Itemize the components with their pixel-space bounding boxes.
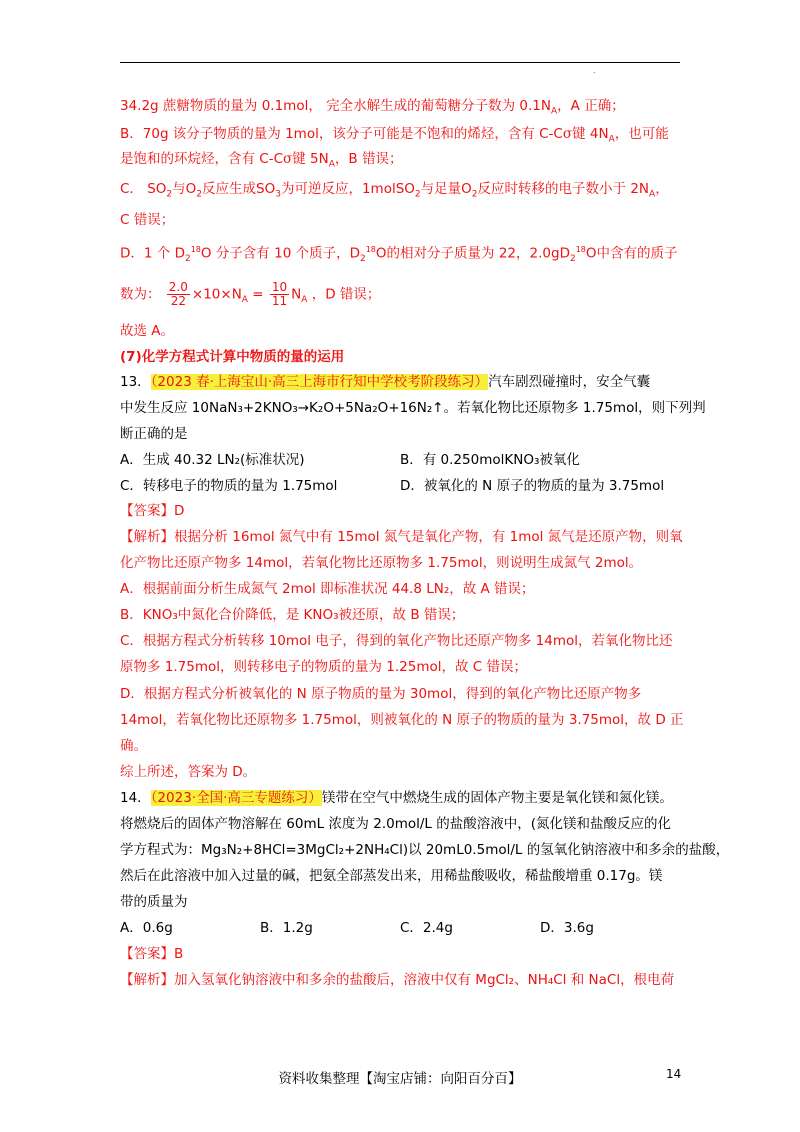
q13-analysis-7: D．根据方程式分析被氧化的 N 原子物质的量为 30mol，得到的氧化产物比还原产物多 — [120, 686, 642, 702]
q14-line-3: 学方程式为：Mg₃N₂+8HCl=3MgCl₂+2NH₄Cl)以 20mL0.5mol/L 的氢氧化钠溶液中和多余的盐酸， — [120, 842, 730, 858]
q14-analysis-1: 【解析】加入氢氧化钠溶液中和多余的盐酸后，溶液中仅有 MgCl₂、NH₄Cl 和 NaCl，根电荷 — [120, 972, 675, 988]
q13-analysis-1: 【解析】根据分析 16mol 氮气中有 15mol 氮气是氧化产物，有 1mol 氮气是还原产物，则氧 — [120, 529, 683, 545]
solution-line-5: C 错误； — [120, 212, 175, 228]
q14-line-2: 将燃烧后的固体产物溶解在 60mL 浓度为 2.0mol/L 的盐酸溶液中，(氮化镁和盐酸反应的化 — [120, 816, 671, 832]
solution-line-4: C． $SO_2$与$O_2$反应生成$SO_3$为可逆反应，1molSO$_2$与足量$O_2$反应时转移的电子数小于 $2N_A$， — [120, 181, 669, 200]
q13-option-c: C．转移电子的物质的量为 1.75mol — [120, 478, 338, 494]
section-title: (7)化学方程式计算中物质的量的运用 — [120, 349, 345, 365]
q13-option-a: A．生成 40.32 LN₂(标准状况) — [120, 452, 305, 468]
solution-line-6: D．1 个 $D_2^{18}O$ 分子含有 10 个质子，$D_2^{18}O$的相对分子质量为 22，$2.0gD_2^{18}O$中含有的质子 — [120, 245, 678, 265]
q13-analysis-9: 确。 — [120, 738, 147, 754]
solution-line-2: B．70g 该分子物质的量为 1mol，该分子可能是不饱和的烯烃，含有 C-Cσ键 $4N_A$，也可能 — [120, 126, 669, 145]
q13-analysis-5: C．根据方程式分析转移 10mol 电子，得到的氧化产物比还原产物多 14mol，若氧化物比还 — [120, 633, 673, 649]
q13-analysis-8: 14mol，若氧化物比还原物多 1.75mol，则被氧化的 N 原子的物质的量为 3.75mol，故 D 正 — [120, 712, 684, 728]
q14-source-tag: （2023·全国·高三专题练习） — [150, 790, 322, 806]
q13-line-2: 中发生反应 10NaN₃+2KNO₃→K₂O+5Na₂O+16N₂↑。若氧化物比还原物多 1.75mol，则下列判 — [120, 400, 706, 416]
solution-line-8: 故选 A。 — [120, 323, 175, 339]
page-footer: 资料收集整理【淘宝店铺：向阳百分百】 — [278, 1071, 522, 1087]
q13-line-1: 13．（2023 春·上海宝山·高三上海市行知中学校考阶段练习）汽车剧烈碰撞时，安全气囊 — [120, 374, 651, 390]
q13-analysis-4: B．KNO₃中氮化合价降低，是 KNO₃被还原，故 B 错误； — [120, 607, 465, 623]
header-dot: . — [593, 66, 596, 75]
q13-analysis-2: 化产物比还原产物多 14mol，若氧化物比还原物多 1.75mol，则说明生成氮气 2mol。 — [120, 555, 643, 571]
q14-option-c: C．2.4g — [400, 920, 453, 936]
solution-line-3: 是饱和的环烷烃，含有 C-Cσ键 $5N_A$，B 错误； — [120, 151, 403, 170]
q13-analysis-3: A．根据前面分析生成氮气 2mol 即标准状况 44.8 LN₂，故 A 错误； — [120, 581, 535, 597]
q13-analysis-10: 综上所述，答案为 D。 — [120, 764, 257, 780]
header-rule — [120, 62, 680, 63]
q14-line-4: 然后在此溶液中加入过量的碱，把氨全部蒸发出来，用稀盐酸吸收，稀盐酸增重 0.17g。镁 — [120, 868, 663, 884]
q14-line-1: 14．（2023·全国·高三专题练习）镁带在空气中燃烧生成的固体产物主要是氧化镁和氮化镁。 — [120, 790, 673, 806]
q13-source-tag: （2023 春·上海宝山·高三上海市行知中学校考阶段练习） — [150, 374, 489, 390]
q13-answer: 【答案】D — [120, 503, 185, 519]
page-number: 14 — [666, 1067, 682, 1081]
q13-option-b: B．有 0.250molKNO₃被氧化 — [400, 452, 580, 468]
solution-line-7: 数为： $\frac{2.0}{22}$ $\times 10\times N_A$ = $\frac{10}{11}$ $N_A$ ，D 错误； — [120, 280, 381, 308]
q14-line-5: 带的质量为 — [120, 894, 188, 910]
q14-option-a: A．0.6g — [120, 920, 173, 936]
q13-option-d: D．被氧化的 N 原子的物质的量为 3.75mol — [400, 478, 665, 494]
q14-answer: 【答案】B — [120, 946, 184, 962]
q13-analysis-6: 原物多 1.75mol，则转移电子的物质的量为 1.25mol，故 C 错误； — [120, 659, 528, 675]
q13-line-3: 断正确的是 — [120, 426, 188, 442]
solution-line-1: 34.2g 蔗糖物质的量为 0.1mol， 完全水解生成的葡萄糖分子数为 $0.1N_A$，A 正确； — [120, 98, 625, 117]
q14-option-b: B．1.2g — [260, 920, 313, 936]
q14-option-d: D．3.6g — [540, 920, 594, 936]
